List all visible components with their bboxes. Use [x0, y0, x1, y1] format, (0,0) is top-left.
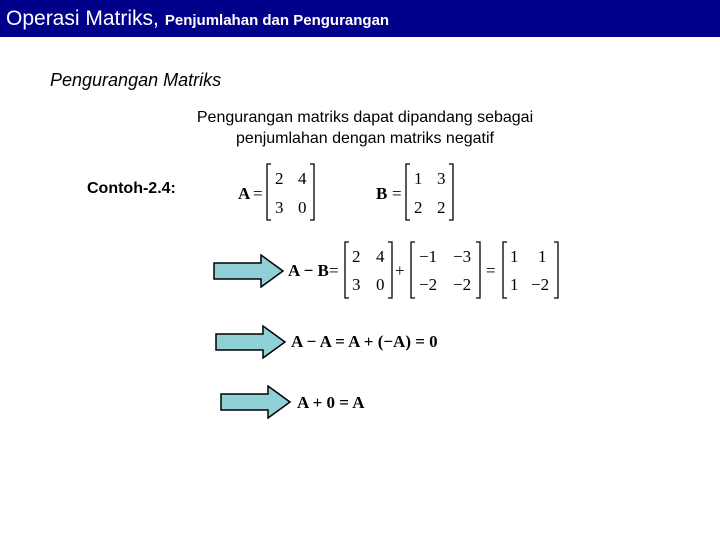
arrow-3: [220, 385, 292, 419]
right-arrow-icon: [220, 385, 292, 419]
right-arrow-icon: [215, 325, 287, 359]
arrow-2: [215, 325, 287, 359]
matrix-b-right-bracket: [449, 164, 453, 220]
description-line-1: Pengurangan matriks dapat dipandang sebagai: [196, 109, 534, 126]
header-title-main: Operasi Matriks,: [6, 7, 159, 30]
subtraction-example: [286, 238, 566, 302]
additive-identity-equation: A + 0 = A: [297, 393, 365, 412]
line1-lhs: A − B: [288, 261, 329, 280]
m1-cell-22: 0: [376, 275, 385, 294]
m1-cell-11: 2: [352, 247, 361, 266]
m3-cell-22: −2: [531, 275, 550, 294]
matrix-b-equals: =: [392, 184, 402, 203]
line1-plus: +: [395, 261, 405, 280]
m2-cell-11: −1: [419, 247, 438, 266]
matrix-a-cell-11: 2: [275, 169, 284, 188]
matrix-a-cell-22: 0: [298, 198, 307, 217]
m3-left-bracket: [503, 242, 507, 298]
m2-cell-22: −2: [453, 275, 472, 294]
matrix-a-definition: [236, 160, 326, 224]
matrix-b-cell-11: 1: [414, 169, 423, 188]
line1-equals-2: =: [486, 261, 496, 280]
description-line-2: penjumlahan dengan matriks negatif: [236, 130, 494, 147]
example-label: Contoh-2.4:: [87, 180, 176, 197]
matrix-a-cell-12: 4: [298, 169, 307, 188]
matrix-a-left-bracket: [267, 164, 271, 220]
matrix-a-equals: =: [253, 184, 263, 203]
line1-equals-1: =: [329, 261, 339, 280]
m2-cell-12: −3: [453, 247, 472, 266]
section-title: Pengurangan Matriks: [50, 70, 222, 90]
m2-right-bracket: [476, 242, 480, 298]
m2-left-bracket: [411, 242, 415, 298]
m3-right-bracket: [554, 242, 558, 298]
matrix-a-right-bracket: [310, 164, 314, 220]
matrix-b-definition: [374, 160, 464, 224]
m3-cell-12: 1: [538, 247, 547, 266]
additive-inverse-equation: A − A = A + (−A) = 0: [291, 332, 438, 351]
m1-cell-12: 4: [376, 247, 385, 266]
m3-cell-11: 1: [510, 247, 519, 266]
description: [160, 107, 570, 149]
matrix-b-cell-22: 2: [437, 198, 446, 217]
m3-cell-21: 1: [510, 275, 519, 294]
m1-right-bracket: [388, 242, 392, 298]
matrix-b-label: B: [376, 184, 388, 203]
matrix-b-left-bracket: [406, 164, 410, 220]
m2-cell-21: −2: [419, 275, 438, 294]
header-title-sub: Penjumlahan dan Pengurangan: [164, 12, 390, 29]
m1-left-bracket: [345, 242, 349, 298]
arrow-1: [213, 254, 285, 288]
matrix-b-cell-12: 3: [437, 169, 446, 188]
right-arrow-icon: [213, 254, 285, 288]
matrix-b-cell-21: 2: [414, 198, 423, 217]
slide-header: [0, 0, 720, 37]
matrix-a-cell-21: 3: [275, 198, 284, 217]
m1-cell-21: 3: [352, 275, 361, 294]
matrix-a-label: A: [238, 184, 251, 203]
